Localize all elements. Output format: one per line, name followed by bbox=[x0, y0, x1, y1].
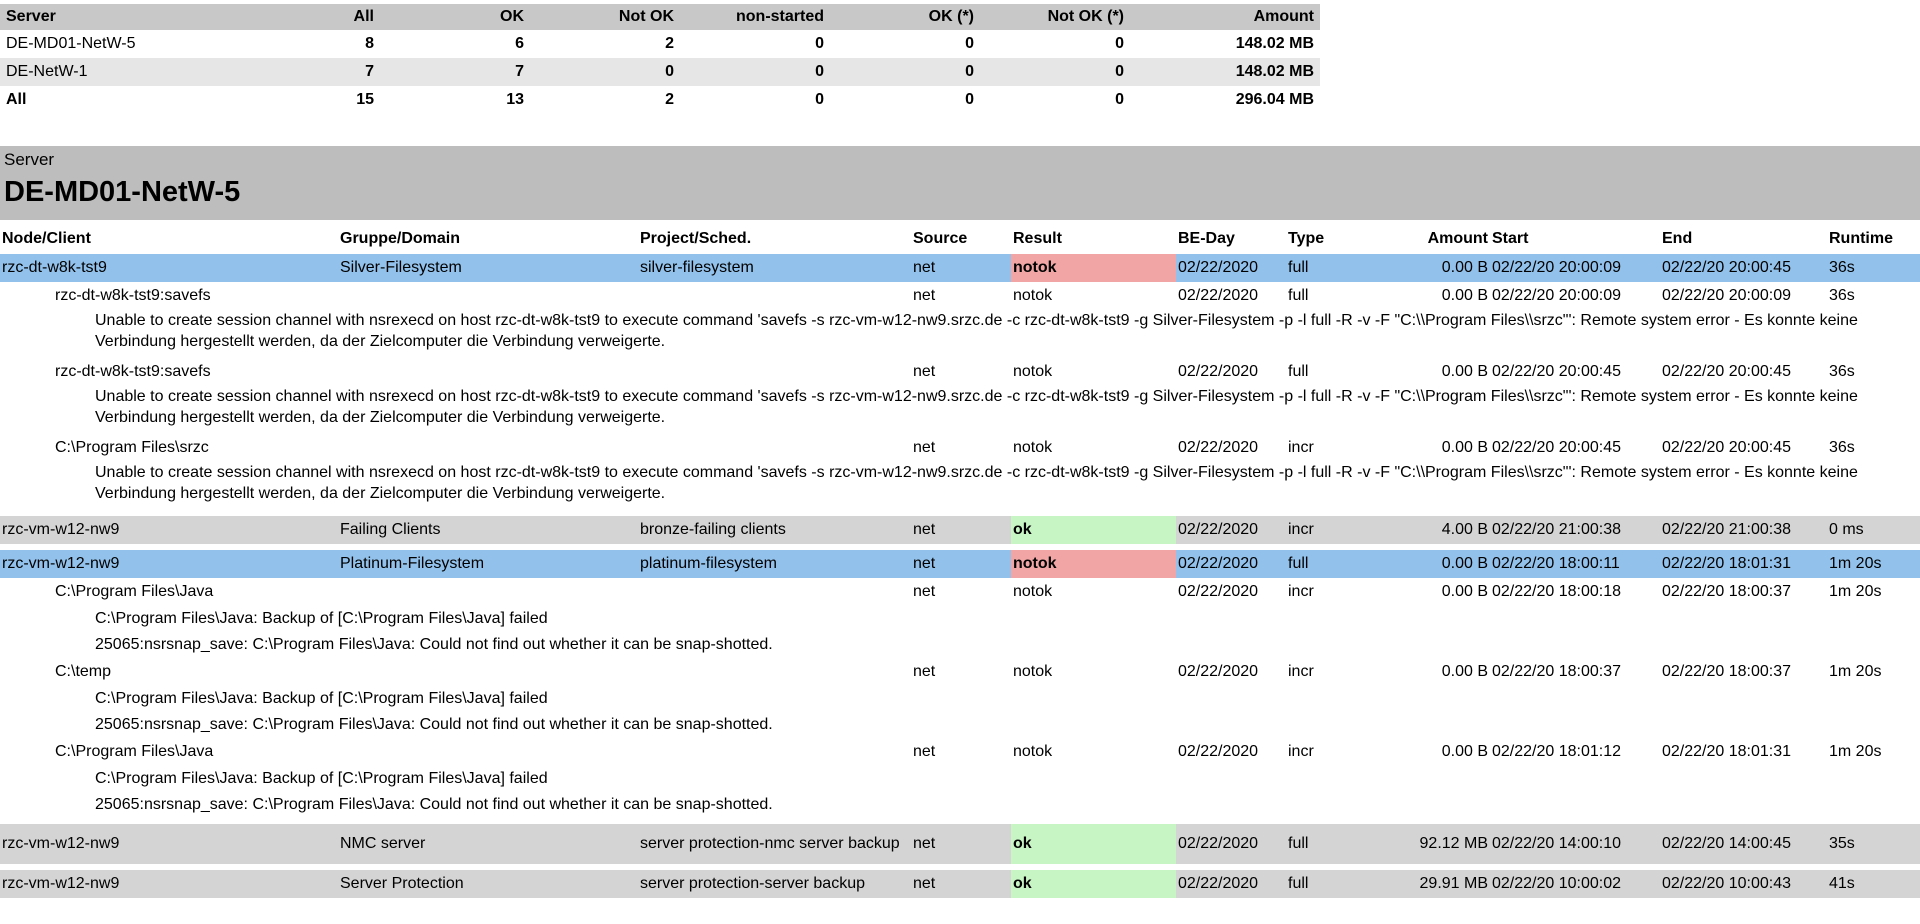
saveset-start-cell: 02/22/20 18:00:37 bbox=[1492, 663, 1622, 680]
job-runtime-cell: 41s bbox=[1827, 870, 1920, 898]
col-runtime: Runtime bbox=[1829, 230, 1893, 247]
saveset-result-cell: notok bbox=[1013, 583, 1053, 600]
job-result-cell: notok bbox=[1011, 550, 1176, 578]
saveset-runtime-cell: 1m 20s bbox=[1829, 583, 1882, 600]
job-end-cell: 02/22/20 20:00:45 bbox=[1660, 254, 1827, 282]
job-project-cell: bronze-failing clients bbox=[638, 516, 911, 544]
summary-value-cell: 296.04 MB bbox=[1235, 91, 1314, 108]
job-group-cell: NMC server bbox=[338, 824, 638, 864]
saveset-amount-cell: 0.00 B bbox=[1441, 583, 1488, 600]
summary-value-cell: 8 bbox=[365, 35, 374, 52]
summary-value-cell: 148.02 MB bbox=[1130, 58, 1320, 86]
job-source-cell: net bbox=[911, 824, 1011, 864]
saveset-start-cell: 02/22/20 20:00:45 bbox=[1492, 439, 1622, 456]
saveset-end-cell: 02/22/20 18:01:31 bbox=[1662, 743, 1792, 760]
server-label: Server bbox=[4, 150, 55, 169]
col-node-client: Node/Client bbox=[2, 230, 91, 247]
col-start: Start bbox=[1492, 230, 1529, 247]
job-client-cell: rzc-dt-w8k-tst9 bbox=[0, 254, 338, 282]
summary-value-cell: 0 bbox=[1115, 35, 1124, 52]
job-type-cell: incr bbox=[1286, 516, 1366, 544]
summary-value-cell: 2 bbox=[665, 91, 674, 108]
job-result-cell: ok bbox=[1011, 516, 1176, 544]
job-day-cell: 02/22/2020 bbox=[1176, 824, 1286, 864]
saveset-runtime-cell: 1m 20s bbox=[1829, 743, 1882, 760]
saveset-start-cell: 02/22/20 20:00:09 bbox=[1492, 287, 1622, 304]
job-start-cell: 02/22/20 21:00:38 bbox=[1490, 516, 1660, 544]
saveset-runtime-cell: 1m 20s bbox=[1829, 663, 1882, 680]
job-group-cell: Silver-Filesystem bbox=[338, 254, 638, 282]
job-client-cell: rzc-vm-w12-nw9 bbox=[0, 550, 338, 578]
saveset-day-cell: 02/22/2020 bbox=[1178, 363, 1259, 380]
summary-col-notok-star: Not OK (*) bbox=[980, 4, 1130, 30]
job-runtime-cell: 0 ms bbox=[1827, 516, 1920, 544]
summary-value-cell: 0 bbox=[965, 35, 974, 52]
job-project-cell: server protection-server backup bbox=[638, 870, 911, 898]
error-message-text: Unable to create session channel with nsrexecd on host rzc-dt-w8k-tst9 to execute command 'savefs -s rzc-vm-w12-nw9.srzc.de -c rzc-dt-w8k-tst9 -g Silver-Filesystem -p -l full -R -v -F "C:\\Program Files\\srzc"': Remote system error - Es konnte keine Verbindung hergestellt werden, da der Zielcomputer die Verbindung verweigerte. bbox=[95, 464, 1858, 502]
summary-value-cell: 0 bbox=[830, 58, 980, 86]
saveset-day-cell: 02/22/2020 bbox=[1178, 439, 1259, 456]
job-source-cell: net bbox=[911, 516, 1011, 544]
summary-value-cell: 13 bbox=[506, 91, 524, 108]
job-end-cell: 02/22/20 14:00:45 bbox=[1660, 824, 1827, 864]
summary-col-server: Server bbox=[0, 4, 230, 30]
saveset-day-cell: 02/22/2020 bbox=[1178, 663, 1259, 680]
log-line-text: C:\Program Files\Java: Backup of [C:\Program Files\Java] failed bbox=[95, 690, 548, 707]
error-message-text: Unable to create session channel with nsrexecd on host rzc-dt-w8k-tst9 to execute command 'savefs -s rzc-vm-w12-nw9.srzc.de -c rzc-dt-w8k-tst9 -g Silver-Filesystem -p -l full -R -v -F "C:\\Program Files\\srzc"': Remote system error - Es konnte keine Verbindung hergestellt werden, da der Zielcomputer die Verbindung verweigerte. bbox=[95, 388, 1858, 426]
error-message-row bbox=[0, 386, 1920, 428]
spacer-cell bbox=[0, 898, 1920, 904]
log-line-row bbox=[0, 766, 1920, 792]
saveset-source-cell: net bbox=[913, 363, 936, 380]
summary-row bbox=[0, 58, 1320, 86]
saveset-end-cell: 02/22/20 20:00:45 bbox=[1662, 363, 1792, 380]
saveset-source-cell: net bbox=[913, 439, 936, 456]
saveset-start-cell: 02/22/20 18:00:18 bbox=[1492, 583, 1622, 600]
saveset-amount-cell: 0.00 B bbox=[1441, 663, 1488, 680]
summary-value-cell: 6 bbox=[515, 35, 524, 52]
col-project-sched: Project/Sched. bbox=[640, 230, 752, 247]
job-amount-cell: 92.12 MB bbox=[1366, 824, 1490, 864]
summary-header-row bbox=[0, 4, 1320, 30]
job-day-cell: 02/22/2020 bbox=[1176, 870, 1286, 898]
col-source: Source bbox=[913, 230, 968, 247]
summary-value-cell: 2 bbox=[665, 35, 674, 52]
saveset-end-cell: 02/22/20 20:00:09 bbox=[1662, 287, 1792, 304]
col-amount: Amount bbox=[1427, 230, 1488, 247]
saveset-source-cell: net bbox=[913, 743, 936, 760]
saveset-name-cell: rzc-dt-w8k-tst9:savefs bbox=[55, 287, 211, 304]
saveset-end-cell: 02/22/20 18:00:37 bbox=[1662, 663, 1792, 680]
saveset-row[interactable] bbox=[0, 434, 1920, 462]
log-line-row bbox=[0, 712, 1920, 738]
summary-value-cell: 15 bbox=[356, 91, 374, 108]
summary-value-cell: 0 bbox=[530, 58, 680, 86]
saveset-type-cell: incr bbox=[1288, 663, 1314, 680]
job-row[interactable] bbox=[0, 254, 1920, 282]
job-project-cell: server protection-nmc server backup bbox=[638, 824, 911, 864]
job-amount-cell: 0.00 B bbox=[1366, 254, 1490, 282]
job-type-cell: full bbox=[1286, 550, 1366, 578]
summary-value-cell: 148.02 MB bbox=[1235, 35, 1314, 52]
summary-col-notok: Not OK bbox=[530, 4, 680, 30]
summary-table bbox=[0, 4, 1320, 114]
job-source-cell: net bbox=[911, 550, 1011, 578]
error-message-row bbox=[0, 310, 1920, 352]
job-amount-cell: 0.00 B bbox=[1366, 550, 1490, 578]
job-day-cell: 02/22/2020 bbox=[1176, 254, 1286, 282]
job-client-cell: rzc-vm-w12-nw9 bbox=[0, 824, 338, 864]
col-type: Type bbox=[1288, 230, 1325, 247]
log-line-row bbox=[0, 632, 1920, 658]
saveset-row[interactable] bbox=[0, 658, 1920, 686]
summary-server-cell: DE-NetW-1 bbox=[0, 58, 230, 86]
col-group-domain: Gruppe/Domain bbox=[340, 230, 461, 247]
job-project-cell: silver-filesystem bbox=[638, 254, 911, 282]
spacer-row bbox=[0, 898, 1920, 904]
summary-value-cell: 0 bbox=[815, 91, 824, 108]
job-start-cell: 02/22/20 10:00:02 bbox=[1490, 870, 1660, 898]
summary-row bbox=[0, 30, 1320, 58]
summary-col-amount: Amount bbox=[1130, 4, 1320, 30]
job-result-cell: ok bbox=[1011, 824, 1176, 864]
saveset-amount-cell: 0.00 B bbox=[1441, 439, 1488, 456]
summary-value-cell: 0 bbox=[680, 58, 830, 86]
job-result-cell: ok bbox=[1011, 870, 1176, 898]
job-runtime-cell: 35s bbox=[1827, 824, 1920, 864]
job-group-cell: Platinum-Filesystem bbox=[338, 550, 638, 578]
summary-value-cell: 7 bbox=[230, 58, 380, 86]
job-day-cell: 02/22/2020 bbox=[1176, 550, 1286, 578]
job-end-cell: 02/22/20 10:00:43 bbox=[1660, 870, 1827, 898]
job-row[interactable] bbox=[0, 824, 1920, 864]
saveset-name-cell: rzc-dt-w8k-tst9:savefs bbox=[55, 363, 211, 380]
job-row[interactable] bbox=[0, 516, 1920, 544]
job-end-cell: 02/22/20 18:01:31 bbox=[1660, 550, 1827, 578]
job-runtime-cell: 36s bbox=[1827, 254, 1920, 282]
summary-value-cell: 0 bbox=[815, 35, 824, 52]
saveset-source-cell: net bbox=[913, 583, 936, 600]
summary-col-all: All bbox=[230, 4, 380, 30]
saveset-type-cell: incr bbox=[1288, 743, 1314, 760]
job-source-cell: net bbox=[911, 870, 1011, 898]
job-row[interactable] bbox=[0, 550, 1920, 578]
col-be-day: BE-Day bbox=[1178, 230, 1235, 247]
job-end-cell: 02/22/20 21:00:38 bbox=[1660, 516, 1827, 544]
saveset-day-cell: 02/22/2020 bbox=[1178, 743, 1259, 760]
server-section-header bbox=[0, 146, 1920, 220]
summary-server-cell: All bbox=[6, 91, 27, 108]
saveset-start-cell: 02/22/20 18:01:12 bbox=[1492, 743, 1622, 760]
job-client-cell: rzc-vm-w12-nw9 bbox=[0, 870, 338, 898]
saveset-type-cell: incr bbox=[1288, 583, 1314, 600]
saveset-amount-cell: 0.00 B bbox=[1441, 743, 1488, 760]
summary-value-cell: 0 bbox=[980, 58, 1130, 86]
saveset-amount-cell: 0.00 B bbox=[1441, 287, 1488, 304]
log-line-text: 25065:nsrsnap_save: C:\Program Files\Java: Could not find out whether it can be snap-shotted. bbox=[95, 636, 773, 653]
saveset-type-cell: full bbox=[1288, 287, 1309, 304]
job-start-cell: 02/22/20 20:00:09 bbox=[1490, 254, 1660, 282]
col-end: End bbox=[1662, 230, 1693, 247]
job-project-cell: platinum-filesystem bbox=[638, 550, 911, 578]
log-line-text: C:\Program Files\Java: Backup of [C:\Program Files\Java] failed bbox=[95, 610, 548, 627]
job-start-cell: 02/22/20 14:00:10 bbox=[1490, 824, 1660, 864]
error-message-text: Unable to create session channel with nsrexecd on host rzc-dt-w8k-tst9 to execute command 'savefs -s rzc-vm-w12-nw9.srzc.de -c rzc-dt-w8k-tst9 -g Silver-Filesystem -p -l full -R -v -F "C:\\Program Files\\srzc"': Remote system error - Es konnte keine Verbindung hergestellt werden, da der Zielcomputer die Verbindung verweigerte. bbox=[95, 312, 1858, 350]
saveset-end-cell: 02/22/20 18:00:37 bbox=[1662, 583, 1792, 600]
log-line-row bbox=[0, 792, 1920, 818]
saveset-day-cell: 02/22/2020 bbox=[1178, 287, 1259, 304]
saveset-name-cell: C:\Program Files\Java bbox=[55, 743, 214, 760]
col-result: Result bbox=[1013, 230, 1062, 247]
saveset-name-cell: C:\Program Files\srzc bbox=[55, 439, 209, 456]
saveset-source-cell: net bbox=[913, 663, 936, 680]
saveset-row[interactable] bbox=[0, 738, 1920, 766]
saveset-result-cell: notok bbox=[1013, 363, 1053, 380]
details-header-row bbox=[0, 224, 1920, 254]
saveset-result-cell: notok bbox=[1013, 743, 1053, 760]
log-line-row bbox=[0, 686, 1920, 712]
saveset-row[interactable] bbox=[0, 358, 1920, 386]
log-line-text: C:\Program Files\Java: Backup of [C:\Program Files\Java] failed bbox=[95, 770, 548, 787]
log-line-text: 25065:nsrsnap_save: C:\Program Files\Java: Could not find out whether it can be snap-shotted. bbox=[95, 796, 773, 813]
job-start-cell: 02/22/20 18:00:11 bbox=[1490, 550, 1660, 578]
job-amount-cell: 4.00 B bbox=[1366, 516, 1490, 544]
job-amount-cell: 29.91 MB bbox=[1366, 870, 1490, 898]
summary-col-ok: OK bbox=[380, 4, 530, 30]
job-type-cell: full bbox=[1286, 254, 1366, 282]
saveset-runtime-cell: 36s bbox=[1829, 363, 1855, 380]
saveset-result-cell: notok bbox=[1013, 663, 1053, 680]
job-type-cell: full bbox=[1286, 870, 1366, 898]
job-type-cell: full bbox=[1286, 824, 1366, 864]
saveset-name-cell: C:\temp bbox=[55, 663, 112, 680]
saveset-row[interactable] bbox=[0, 282, 1920, 310]
summary-value-cell: 0 bbox=[1115, 91, 1124, 108]
summary-col-ok-star: OK (*) bbox=[830, 4, 980, 30]
summary-value-cell: 7 bbox=[380, 58, 530, 86]
saveset-runtime-cell: 36s bbox=[1829, 439, 1855, 456]
job-source-cell: net bbox=[911, 254, 1011, 282]
job-result-cell: notok bbox=[1011, 254, 1176, 282]
log-line-text: 25065:nsrsnap_save: C:\Program Files\Java: Could not find out whether it can be snap-shotted. bbox=[95, 716, 773, 733]
saveset-type-cell: full bbox=[1288, 363, 1309, 380]
saveset-amount-cell: 0.00 B bbox=[1441, 363, 1488, 380]
summary-total-row bbox=[0, 86, 1320, 114]
job-client-cell: rzc-vm-w12-nw9 bbox=[0, 516, 338, 544]
job-group-cell: Server Protection bbox=[338, 870, 638, 898]
saveset-start-cell: 02/22/20 20:00:45 bbox=[1492, 363, 1622, 380]
server-name: DE-MD01-NetW-5 bbox=[4, 176, 241, 208]
saveset-end-cell: 02/22/20 20:00:45 bbox=[1662, 439, 1792, 456]
log-line-row bbox=[0, 606, 1920, 632]
job-details-table bbox=[0, 224, 1920, 904]
saveset-result-cell: notok bbox=[1013, 287, 1053, 304]
error-message-row bbox=[0, 462, 1920, 504]
job-group-cell: Failing Clients bbox=[338, 516, 638, 544]
job-day-cell: 02/22/2020 bbox=[1176, 516, 1286, 544]
summary-col-nonstarted: non-started bbox=[680, 4, 830, 30]
summary-server-cell: DE-MD01-NetW-5 bbox=[6, 35, 136, 52]
summary-value-cell: 0 bbox=[965, 91, 974, 108]
saveset-runtime-cell: 36s bbox=[1829, 287, 1855, 304]
saveset-row[interactable] bbox=[0, 578, 1920, 606]
job-row[interactable] bbox=[0, 870, 1920, 898]
saveset-source-cell: net bbox=[913, 287, 936, 304]
saveset-name-cell: C:\Program Files\Java bbox=[55, 583, 214, 600]
saveset-day-cell: 02/22/2020 bbox=[1178, 583, 1259, 600]
saveset-type-cell: incr bbox=[1288, 439, 1314, 456]
saveset-result-cell: notok bbox=[1013, 439, 1053, 456]
job-runtime-cell: 1m 20s bbox=[1827, 550, 1920, 578]
